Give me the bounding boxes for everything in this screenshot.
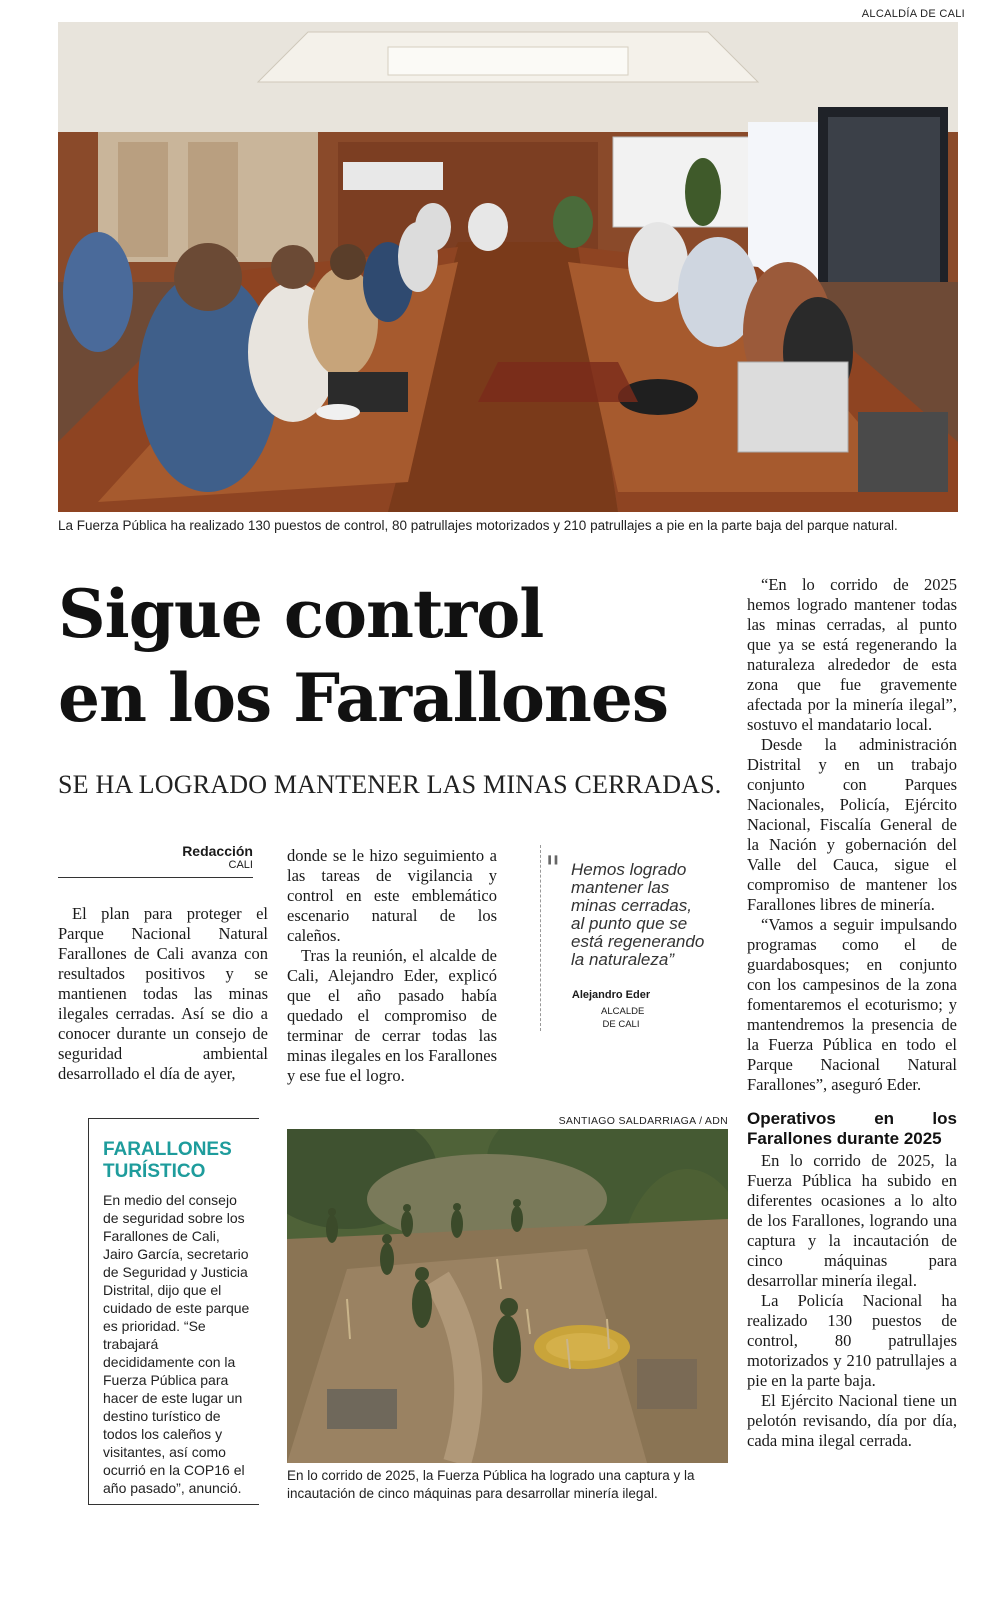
- paragraph: Tras la reunión, el alcalde de Cali, Alejandro Eder, explicó que el año pasado había quedado el compromiso de terminar de cerrar todas las minas ilegales en los Farallones y ese fue el logro.: [287, 946, 497, 1085]
- paragraph: “En lo corrido de 2025 hemos logrado mantener todas las minas cerradas, al punto que ya se está regenerando la naturaleza alrededor de esta zona que fue gravemente afectada por la minería ilegal”, sostuvo el mandatario local.: [747, 575, 957, 734]
- sidebar-title: FARALLONES TURÍSTICO: [103, 1139, 232, 1182]
- subhead: Operativos en los Farallones durante 2025: [747, 1109, 957, 1148]
- paragraph: “Vamos a seguir impulsando programas como el de guardabosques; en conjunto con los campesinos de la zona fomentaremos el ecoturismo; y mantendremos la presencia de la Fuerza Pública en todo el Parque Nacional Natural Farallones”, aseguró Eder.: [747, 915, 957, 1094]
- quote-mark-icon: ": [545, 849, 561, 889]
- paragraph: donde se le hizo seguimiento a las tareas de vigilancia y control en este emblemático escenario natural de los caleños.: [287, 846, 497, 945]
- paragraph: El Ejército Nacional tiene un pelotón revisando, día por día, cada mina ilegal cerrada.: [747, 1391, 957, 1450]
- byline: [58, 843, 253, 878]
- byline-name: Redacción: [182, 843, 253, 859]
- paragraph: La Policía Nacional ha realizado 130 puestos de control, 80 patrullajes motorizados y 210 patrullajes a pie en la parte baja.: [747, 1291, 957, 1390]
- bottom-photo-caption: En lo corrido de 2025, la Fuerza Pública ha logrado una captura y la incautación de cinco máquinas para desarrollar minería ilegal.: [287, 1468, 695, 1501]
- byline-rule: [58, 877, 253, 878]
- sidebar-body: En medio del consejo de seguridad sobre los Farallones de Cali, Jairo García, secretario de Seguridad y Justicia Distrital, dijo que el cuidado de este parque es prioridad. “Se trabajará decididamente con la Fuerza Pública para hacer de este lugar un destino turístico de todos los caleños y visitantes, así como ocurrió en la COP16 el año pasado”, anunció.: [103, 1192, 250, 1496]
- deck: SE HA LOGRADO MANTENER LAS MINAS CERRADAS.: [58, 770, 722, 799]
- headline: [58, 572, 738, 740]
- paragraph: En lo corrido de 2025, la Fuerza Pública ha subido en diferentes ocasiones a lo alto de los Farallones, logrando una captura y la incautación de cinco máquinas para desarrollar minería ilegal.: [747, 1151, 957, 1290]
- headline-line-2: en los Farallones: [58, 659, 669, 737]
- paragraph: El plan para proteger el Parque Nacional Natural Farallones de Cali avanza con resultados positivos y se mantienen todas las minas ilegales cerradas. Así se dio a conocer durante un consejo de seguridad ambiental desarrollado el día de ayer,: [58, 904, 268, 1083]
- pull-quote: [540, 845, 706, 1031]
- article-column-4: [747, 575, 957, 1451]
- top-photo-caption: La Fuerza Pública ha realizado 130 puestos de control, 80 patrullajes motorizados y 210 patrullajes a pie en la parte baja del parque natural.: [58, 518, 898, 533]
- article-column-1: [58, 904, 268, 1084]
- sidebar-box: [88, 1118, 259, 1505]
- quote-role: ALCALDE DE CALI: [601, 1006, 645, 1030]
- bottom-photo-credit: SANTIAGO SALDARRIAGA / ADN: [558, 1115, 728, 1127]
- photo-credit-top: ALCALDÍA DE CALI: [861, 8, 965, 20]
- quote-text: Hemos logrado mantener las minas cerradas, al punto que se está regenerando la naturaleza”: [571, 860, 705, 969]
- quote-author: Alejandro Eder: [571, 989, 651, 1001]
- soldiers-photo: [287, 1129, 728, 1463]
- headline-line-1: Sigue control: [58, 575, 544, 653]
- paragraph: Desde la administración Distrital y en un trabajo conjunto con Parques Nacionales, Policía, Ejército Nacional, Fiscalía General de la Nación y gobernación del Valle del Cauca, sigue el compromiso de mantener los Farallones libres de minería.: [747, 735, 957, 914]
- article-column-2: [287, 846, 497, 1086]
- meeting-photo: [58, 22, 958, 512]
- byline-city: CALI: [228, 859, 253, 871]
